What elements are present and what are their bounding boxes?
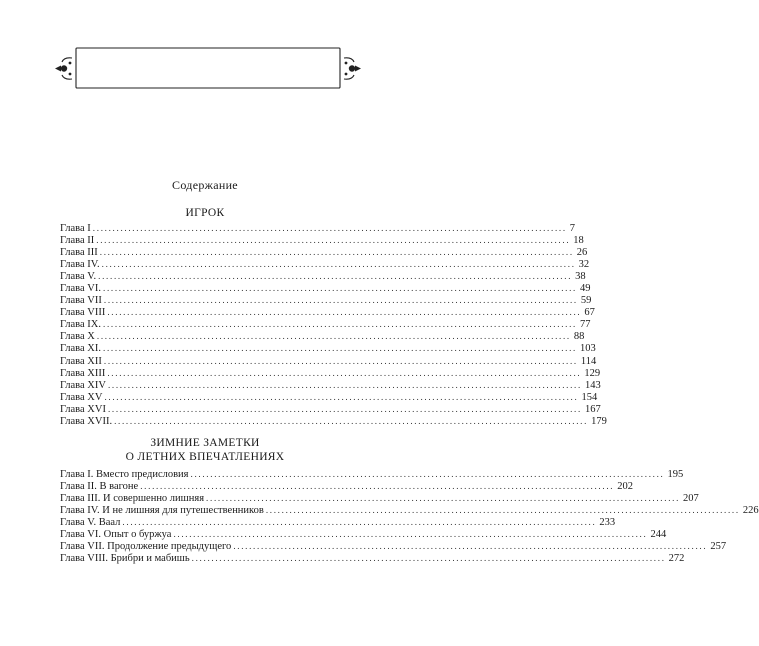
chapter-label: Глава XVII.	[60, 415, 113, 427]
page-number: 49	[580, 283, 591, 295]
page-number: 38	[575, 271, 586, 283]
toc-entry	[60, 222, 576, 234]
dot-leader: ........................................................................................................................	[107, 307, 582, 318]
chapter-label: Глава I	[60, 223, 91, 234]
dot-leader: ........................................................................................................................	[104, 391, 579, 402]
toc-entry	[60, 528, 667, 541]
dot-leader: ........................................................................................................................	[103, 319, 577, 330]
chapter-label: Глава XV	[60, 391, 103, 403]
toc-entry	[60, 306, 595, 319]
toc-entry	[60, 330, 585, 343]
chapter-label: Глава VII	[60, 295, 102, 307]
chapter-label: Глава IV.	[60, 259, 100, 271]
chapter-label: Глава VIII. Брибри и мабишь	[60, 553, 190, 565]
chapter-label: Глава IV. И не лишняя для путешественников	[60, 505, 264, 517]
dot-leader: ........................................................................................................................	[96, 235, 571, 246]
chapter-label: Глава I. Вместо предисловия	[60, 469, 189, 480]
dot-leader: ........................................................................................................................	[92, 223, 567, 233]
dot-leader: ........................................................................................................................	[206, 493, 681, 504]
toc-entry	[60, 552, 685, 565]
toc-entry	[60, 540, 727, 553]
page-number: 32	[578, 259, 590, 271]
toc-entry	[60, 367, 601, 379]
dot-leader: ........................................................................................................................	[114, 415, 589, 426]
toc-list	[60, 222, 607, 427]
chapter-label: Глава V.	[60, 271, 97, 283]
toc-entry	[60, 318, 591, 331]
section-title-second-line: О ЛЕТНИХ ВПЕЧАТЛЕНИЯХ	[125, 451, 285, 463]
page-number: 114	[580, 355, 597, 367]
page-number: 67	[584, 307, 595, 319]
dot-leader: ........................................................................................................................	[140, 481, 615, 492]
toc-entry	[60, 403, 601, 415]
page-number: 59	[580, 295, 592, 307]
dot-leader: ........................................................................................................................	[107, 367, 582, 378]
page-number: 103	[580, 343, 596, 355]
page-number: 129	[584, 367, 601, 379]
page-number: 26	[576, 247, 588, 259]
page-number: 244	[650, 529, 667, 541]
page-number: 179	[591, 415, 607, 427]
chapter-label: Глава X	[60, 331, 95, 343]
toc-entry	[60, 234, 584, 247]
dot-leader: ........................................................................................................................	[173, 529, 648, 540]
chapter-label: Глава IX.	[60, 319, 101, 331]
toc-entry	[60, 504, 759, 517]
dot-leader: ........................................................................................................................	[233, 541, 708, 552]
chapter-label: Глава II. В вагоне	[60, 481, 139, 493]
page-number: 272	[668, 553, 685, 565]
dot-leader: ........................................................................................................................	[191, 553, 666, 564]
dot-leader: ........................................................................................................................	[107, 379, 582, 390]
toc-list	[60, 468, 759, 565]
chapter-label: Глава XII	[60, 355, 102, 367]
dot-leader: ........................................................................................................................	[98, 271, 573, 282]
toc-entry	[60, 391, 598, 403]
toc-entry	[60, 379, 601, 391]
chapter-label: Глава XVI	[60, 403, 106, 415]
toc-entry	[60, 415, 607, 427]
toc-entry	[60, 294, 592, 307]
page-number: 143	[584, 379, 601, 391]
toc-entry	[60, 246, 588, 259]
toc-entry	[60, 516, 616, 529]
chapter-label: Глава III. И совершенно лишняя	[60, 493, 205, 505]
page-number: 18	[573, 235, 584, 247]
chapter-label: Глава VI. Опыт о буржуа	[60, 529, 172, 541]
chapter-label: Глава VI.	[60, 283, 101, 295]
page-number: 167	[584, 403, 601, 415]
dot-leader: ........................................................................................................................	[103, 283, 577, 294]
page-number: 7	[569, 223, 576, 234]
toc-entry	[60, 492, 699, 505]
dot-leader: ........................................................................................................................	[96, 331, 571, 342]
section-title: ИГРОК	[185, 207, 225, 219]
section-title: ЗИМНИЕ ЗАМЕТКИ	[150, 437, 260, 449]
decorative-frame-ornament	[54, 45, 362, 95]
page-number: 154	[581, 391, 598, 403]
page-number: 195	[667, 469, 684, 480]
chapter-label: Глава III	[60, 247, 98, 259]
dot-leader: ........................................................................................................................	[190, 469, 665, 479]
page-number: 257	[710, 541, 727, 553]
page-number: 77	[580, 319, 591, 331]
page-number: 202	[617, 481, 633, 493]
toc-entry	[60, 270, 586, 283]
toc-entry	[60, 468, 684, 480]
page-number: 88	[573, 331, 585, 343]
dot-leader: ........................................................................................................................	[99, 247, 574, 258]
chapter-label: Глава VIII	[60, 307, 106, 319]
chapter-label: Глава XI.	[60, 343, 101, 355]
chapter-label: Глава XIV	[60, 379, 106, 391]
chapter-label: Глава XIII	[60, 367, 106, 379]
chapter-label: Глава V. Ваал	[60, 517, 121, 529]
dot-leader: ........................................................................................................................	[122, 517, 597, 528]
toc-entry	[60, 258, 590, 271]
page-number: 207	[683, 493, 699, 505]
toc-entry	[60, 480, 633, 493]
toc-entry	[60, 282, 591, 295]
dot-leader: ........................................................................................................................	[101, 259, 576, 270]
dot-leader: ........................................................................................................................	[103, 355, 578, 366]
toc-entry	[60, 355, 597, 367]
dot-leader: ........................................................................................................................	[107, 403, 582, 414]
dot-leader: ........................................................................................................................	[103, 295, 578, 306]
dot-leader: ........................................................................................................................	[265, 505, 740, 516]
chapter-label: Глава VII. Продолжение предыдущего	[60, 541, 232, 553]
page-number: 226	[742, 505, 759, 517]
page-number: 233	[599, 517, 616, 529]
chapter-label: Глава II	[60, 235, 95, 247]
contents-title: Содержание	[172, 178, 238, 192]
toc-entry	[60, 342, 596, 355]
dot-leader: ........................................................................................................................	[103, 343, 577, 354]
